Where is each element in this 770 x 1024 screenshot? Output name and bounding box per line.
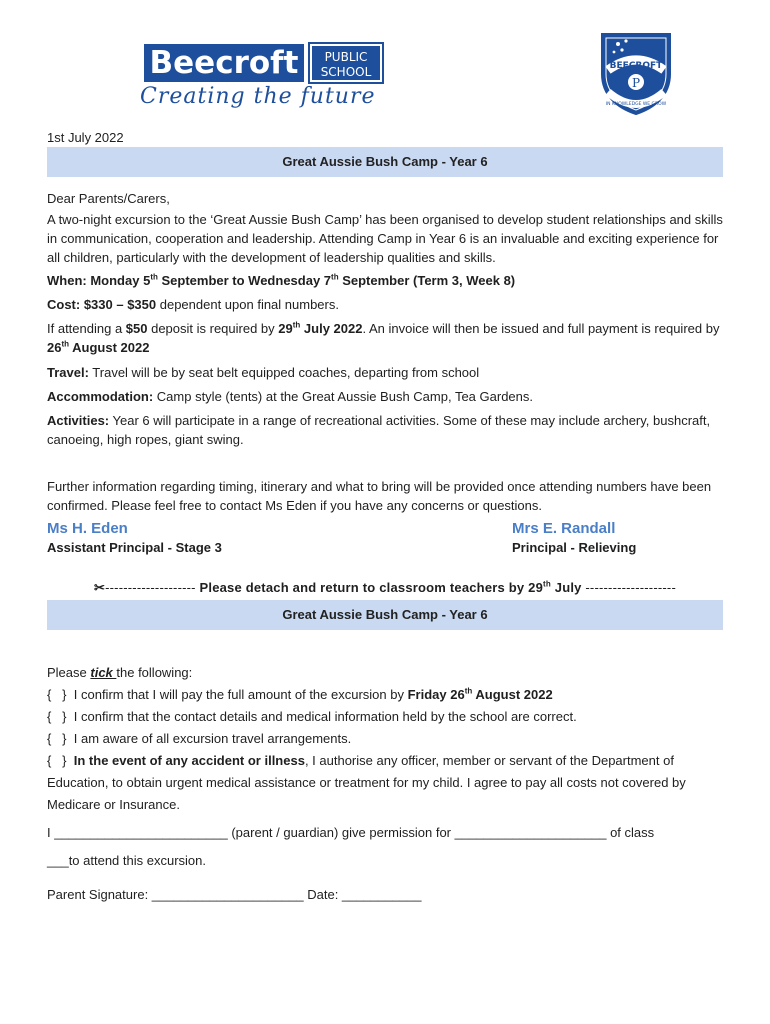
checkbox-item-contact: { } I confirm that the contact details and medical information held by the school are correct. [47, 709, 577, 724]
accommodation-line: Accommodation: Camp style (tents) at the Great Aussie Bush Camp, Tea Gardens. [47, 389, 533, 404]
cost-amount: $330 – $350 [80, 297, 157, 312]
intro-paragraph: A two-night excursion to the ‘Great Aussie Bush Camp’ has been organised to develop student relationships and skills in communication, cooperation and leadership. Attending Camp in Year 6 is an invaluable and exciting experience for all children, particularly with the development of leadership qualities and skills. [47, 212, 723, 265]
parent-signature-line[interactable]: Parent Signature: _____________________ Date: ___________ [47, 887, 422, 902]
crest-motto-text: IN KNOWLEDGE WE GROW [605, 102, 667, 107]
activities-line: Activities: Year 6 will participate in a range of recreational activities. Some of these may include archery, bushcraft, canoeing, high ropes, giant swing. [47, 413, 711, 447]
when-label: When: [47, 273, 87, 288]
travel-line: Travel: Travel will be by seat belt equipped coaches, departing from school [47, 365, 480, 380]
checkbox-bracket[interactable]: { } [47, 687, 67, 702]
signatory-name: Ms H. Eden [47, 520, 128, 537]
deposit-amount: $50 [125, 321, 148, 336]
cost-line [47, 295, 725, 314]
return-form-title-banner: Great Aussie Bush Camp - Year 6 [47, 600, 723, 630]
when-line: When: Monday 5th September to Wednesday 7th September (Term 3, Week 8) [47, 272, 516, 288]
logo-school-text: SCHOOL [320, 65, 372, 79]
travel-label: Travel: [47, 365, 89, 380]
school-crest-icon [596, 30, 676, 116]
signatory-eden [47, 520, 222, 555]
scissors-icon: ✂ [94, 580, 106, 595]
signatory-title: Assistant Principal - Stage 3 [47, 540, 222, 555]
event-title-banner: Great Aussie Bush Camp - Year 6 [47, 147, 723, 177]
permission-line[interactable]: I ________________________ (parent / guardian) give permission for _____________________ of class [47, 825, 655, 840]
signatory-name: Mrs E. Randall [512, 520, 616, 537]
tick-emphasis: tick [90, 665, 117, 680]
signatory-title: Principal - Relieving [512, 540, 637, 555]
accommodation-label: Accommodation: [47, 389, 154, 404]
checkbox-bracket[interactable]: { } [47, 753, 67, 768]
form-instructions: Please tick the following: [47, 665, 193, 680]
cost-label: Cost: [47, 297, 81, 312]
crest-top-text: BEECROFT [609, 61, 663, 71]
permission-line-2[interactable]: ___to attend this excursion. [47, 853, 206, 868]
checkbox-bracket[interactable]: { } [47, 709, 67, 724]
further-info-paragraph: Further information regarding timing, itinerary and what to bring will be provided once attending numbers have been confirmed. Please feel free to contact Ms Eden if you have any concerns or questions. [47, 479, 712, 513]
checkbox-item-medical: { } In the event of any accident or illness, I authorise any officer, member or servant of the Department of Education, to obtain urgent medical assistance or treatment for my child. I agree to pay all costs not covered by Medicare or Insurance. [47, 753, 686, 812]
svg-text:P: P [631, 76, 641, 90]
school-logo-wordmark: Beecroft [144, 44, 304, 82]
cost-rest: dependent upon final numbers. [156, 297, 339, 312]
when-mid: September to Wednesday 7 [157, 273, 332, 288]
signatory-randall [512, 520, 636, 555]
checkbox-bracket[interactable]: { } [47, 731, 67, 746]
checkbox-item-travel: { } I am aware of all excursion travel arrangements. [47, 731, 352, 746]
logo-tagline: Creating the future [140, 84, 376, 109]
greeting: Dear Parents/Carers, [47, 191, 170, 206]
checkbox-item-payment: { } I confirm that I will pay the full amount of the excursion by Friday 26th August 2022 [47, 686, 553, 702]
tear-off-line: ✂-------------------- Please detach and return to classroom teachers by 29th July -------------------- [94, 579, 676, 595]
when-start: Monday 5 [90, 273, 151, 288]
deposit-line: If attending a $50 deposit is required by 29th July 2022. An invoice will then be issued and full payment is required by 26th August 2022 [47, 320, 720, 355]
school-logo-public-school [310, 44, 382, 82]
letter-date: 1st July 2022 [47, 130, 124, 145]
when-end: September (Term 3, Week 8) [338, 273, 516, 288]
logo-public-text: PUBLIC [324, 50, 368, 64]
activities-label: Activities: [47, 413, 110, 428]
